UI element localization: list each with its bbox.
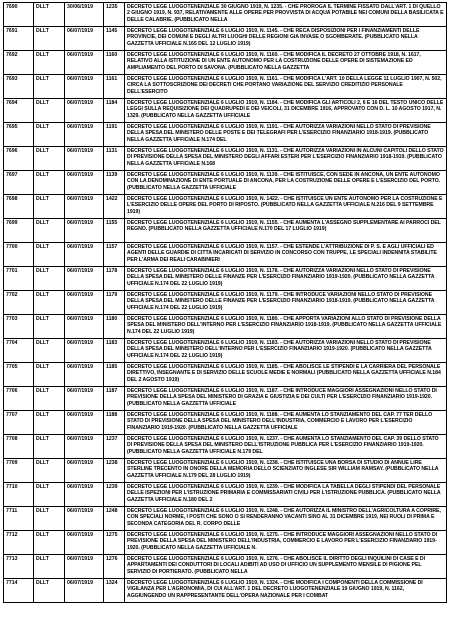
decree-date: 06/07/1919: [65, 219, 104, 243]
decree-number: 7708: [4, 435, 34, 459]
decree-date: 06/07/1919: [65, 459, 104, 483]
decree-register-table: [3, 2, 447, 603]
decree-code: 1161: [104, 75, 125, 99]
decree-date: 06/07/1919: [65, 195, 104, 219]
decree-number: 7693: [4, 75, 34, 99]
decree-description: DECRETO LEGE LUOGOTENENZIALE 6 LUGLIO 1919, N. 1187. - CHE INTRODUCE MAGGIORI ASSEGNAZIONI NELLO STATO DI PREVISIONE DELLA SPESA DEL MINISTERO DI GRAZIA E GIUSTIZIA E DEI CULTI PER L'ESERCIZIO FINANZIARIO 1919-1920. (PUBBLICATO NELLA GAZZETTA UFFICIALE: [125, 387, 447, 411]
decree-number: 7698: [4, 195, 34, 219]
decree-row: [4, 219, 447, 243]
decree-code: 1178: [104, 267, 125, 291]
decree-code: 1160: [104, 51, 125, 75]
decree-number: 7700: [4, 243, 34, 267]
decree-row: [4, 291, 447, 315]
decree-row: [4, 51, 447, 75]
decree-code: 1155: [104, 219, 125, 243]
decree-date: 06/07/1919: [65, 483, 104, 507]
decree-description: DECRETO LEGE LUOGOTENENZIALE 6 LUGLIO 1919, N. 1157. - CHE ESTENDE L'ATTRIBUZIONE DI P. S. E AGLI UFFICIALI ED AGENTI DELLE GUARDIE DI CITTA INCARICATI DI SERVIZIO IN CONCORSO CON TRUPPE, LE SPECIALI INDENNITA STABILITE PER L'ARMA DEI REALI CARABINIERI: [125, 243, 447, 267]
decree-row: [4, 483, 447, 507]
decree-date: 06/07/1919: [65, 579, 104, 603]
decree-description: DECRETO LEGE LUOGOTENENZIALE 6 LUGLIO 1919, N. 1238. - CHE ISTITUISCE UNA BORSA DI STUDIO DI ANNUE LIRE STERLINE TRECENTO IN ONORE DELLA MEMORIA DELLO SCIENZIATO INGLESE SIR WILLIAM RAMSAY. (PUBBLICATO NELLA GAZZETTA UFFICIALE N.179 DEL 28 LUGLIO 1919): [125, 459, 447, 483]
decree-description: DECRETO LEGE LUOGOTENENZIALE 6 LUGLIO 1919, N. 1180. - CHE APPORTA VARIAZIONI ALLO STATO DI PREVISIONE DELLA SPESA DEL MINISTERO DELL'INTERNO PER L'ESERCIZIO FINANZIARIO 1918-1919. (PUBBLICATO NELLA GAZZETTA UFFICIALE N.174 DEL 22 LUGLIO 1919): [125, 315, 447, 339]
decree-row: [4, 555, 447, 579]
decree-row: [4, 507, 447, 531]
decree-type: DLLT: [34, 459, 65, 483]
decree-row: [4, 147, 447, 171]
decree-row: [4, 363, 447, 387]
decree-row: [4, 243, 447, 267]
decree-description: DECRETO LEGE LUOGOTENENZIALE 6 LUGLIO 1919, N. 1179. - CHE INTRODUCE VARIAZIONI NELLO STATO DI PREVISIONE DELLA SPESA DEL MINISTERO DELLE FINANZE PER L'ESERCIZIO FINANZIARIO 1918-1919. (PUBBLICATO NELLA GAZZETTA UFFICIALE N.174 DEL 22 LUGLIO 1919): [125, 291, 447, 315]
decree-code: 1139: [104, 171, 125, 195]
decree-code: 1275: [104, 531, 125, 555]
decree-date: 06/07/1919: [65, 51, 104, 75]
decree-code: 1184: [104, 99, 125, 123]
decree-description: DECRETO LEGE LUOGOTENENZIALE 6 LUGLIO 1919, N. 1155. - CHE AUMENTA L'ASSEGNO SUPPLEMENTARE AI PARROCI DEL REGNO. (PUBBLICATO NELLA GAZZETTA UFFICIALE N.170 DEL 17 LUGLIO 1919): [125, 219, 447, 243]
decree-number: 7696: [4, 147, 34, 171]
decree-number: 7707: [4, 411, 34, 435]
decree-row: [4, 75, 447, 99]
decree-date: 06/07/1919: [65, 339, 104, 363]
decree-code: 1183: [104, 339, 125, 363]
decree-code: 1188: [104, 411, 125, 435]
decree-description: DECRETO LEGE LUOGOTENENZIALE 6 LUGLIO 1919, N. 1188. - CHE AUMENTA LO STANZIAMENTO DEL CAP. 77 TER DELLO STATO DI PREVISIONE DELLA SPESA DEL MINISTERO DELL'INDUSTRIA, COMMERCIO E LAVORO PER L'ESERCIZIO FINANZIARIO 1919-1920. (PUBBLICATO NELLA GAZZETTA UFFICIALE: [125, 411, 447, 435]
decree-date: 06/07/1919: [65, 507, 104, 531]
decree-code: 1239: [104, 483, 125, 507]
decree-code: 1180: [104, 315, 125, 339]
decree-number: 7705: [4, 363, 34, 387]
decree-date: 06/07/1919: [65, 531, 104, 555]
decree-date: 06/07/1919: [65, 291, 104, 315]
decree-date: 06/07/1919: [65, 147, 104, 171]
decree-row: [4, 27, 447, 51]
decree-code: 1248: [104, 507, 125, 531]
decree-type: DLLT: [34, 411, 65, 435]
decree-number: 7709: [4, 459, 34, 483]
decree-type: DLLT: [34, 387, 65, 411]
decree-number: 7710: [4, 483, 34, 507]
decree-type: DLLT: [34, 99, 65, 123]
decree-code: 1131: [104, 147, 125, 171]
decree-number: 7697: [4, 171, 34, 195]
decree-type: DLLT: [34, 579, 65, 603]
decree-type: DLLT: [34, 147, 65, 171]
decree-description: DECRETO LEGE LUOGOTENENZIALE 6 LUGLIO 1919, N. 1239. - CHE MODIFICA LA TABELLA DEGLI STIPENDI DEL PERSONALE DELLE ISPEZIONI PER L'ISTRUZIONE PRIMARIA E COMMISSARIATI CIVILI PER L'ISTRUZIONE PUBBLICA. (PUBBLICATO NELLA GAZZETTA UFFICIALE N.180 DEL 2: [125, 483, 447, 507]
decree-description: DECRETO LEGE LUOGOTENENZIALE 6 LUGLIO 1919, N. 1276. - CHE ABOLISCE IL DIRITTO DEGLI INQUILINI DI CASE E DI APPARTAMENTI DEI CONDUTTORI DI LOCALI ADIBITI AD USO DI UFFICIO UN SUPPLEMENTO MENSILE DI PIGIONE PEL SERVIZIO DI PORTIERATO. (PUBBLICATO NELLA: [125, 555, 447, 579]
decree-date: 30/06/1919: [65, 3, 104, 27]
decree-number: 7701: [4, 267, 34, 291]
decree-type: DLLT: [34, 531, 65, 555]
decree-type: DLLT: [34, 171, 65, 195]
decree-type: DLLT: [34, 291, 65, 315]
decree-description: DECRETO LEGE LUOGOTENENZIALE 6 LUGLIO 1919, N. 1275. - CHE INTRODUCE MAGGIORI ASSEGNAZIONI NELLO STATO DI PREVISIONE DELLA SPESA DEL MINISTERO DELL'INDUSTRIA, COMMERCIO E LAVORO PER L'ESERCIZIO FINANZIARIO 1919-1920. (PUBBLICATO NELLA GAZZETTA UFFICIALE N.: [125, 531, 447, 555]
decree-register-body: [4, 3, 447, 603]
decree-date: 06/07/1919: [65, 387, 104, 411]
decree-code: 1324: [104, 579, 125, 603]
decree-number: 7706: [4, 387, 34, 411]
decree-number: 7714: [4, 579, 34, 603]
decree-type: DLLT: [34, 27, 65, 51]
decree-row: [4, 99, 447, 123]
decree-code: 1185: [104, 363, 125, 387]
decree-type: DLLT: [34, 75, 65, 99]
decree-description: DECRETO LEGE LUOGOTENENZIALE 6 LUGLIO 1919, N. 1178. - CHE AUTORIZZA VARIAZIONI NELLO STATO DI PREVISIONE DELLA SPESA DEL MINISTERO DELLE FINANZE PER L'ESERCIZIO FINANZIARIO 1919-1920. (PUBBLICATO NELLA GAZZETTA UFFICIALE N.174 DEL 22 LUGLIO 1919): [125, 267, 447, 291]
decree-description: DECRETO LEGE LUOGOTENENZIALE 6 LUGLIO 1919, N. 1422. - CHE ISTITUISCE UN ENTE AUTONOMO PER LA COSTRUZIONE E L'ESERCIZIO DELLE OPERE DEL PORTO DI RIPOSTO. (PUBBLICATO NELLA GAZZETTA UFFICIALE N.216 DEL 9 SETTEMBRE 1919): [125, 195, 447, 219]
decree-date: 06/07/1919: [65, 555, 104, 579]
decree-description: DECRETO LEGE LUOGOTENENZIALE 6 LUGLIO 1919, N. 1248. - CHE AUTORIZZA IL MINISTRO DELL'AGRICOLTURA A COPRIRE, CON SPECIALI NORME, I POSTI CHE SONO O SI RENDERANNO VACANTI SINO AL 31 DICEMBRE 1919, NEI RUOLI DI PRIMA E SECONDA CATEGORIA DEL R. CORPO DELLE: [125, 507, 447, 531]
decree-number: 7699: [4, 219, 34, 243]
decree-date: 06/07/1919: [65, 315, 104, 339]
decree-description: DECRETO LEGE LUOGOTENENZIALE 6 LUGLIO 1919, N. 1139. - CHE ISTITUISCE, CON SEDE IN ANCONA, UN ENTE AUTONOMO CON LA DENOMINAZIONE DI ENTE PORTUALE DI ANCONA, PER LA COSTRUZIONE DELLE OPERE E L'ESERCIZIO DEL PORTO. (PUBBLICATO NELLA GAZZETTA UFFICIALE: [125, 171, 447, 195]
decree-description: DECRETO LEGE LUOGOTENENZIALE 6 LUGLIO 1919, N. 1161. - CHE MODIFICA L'ART. 10 DELLA LEGGE 11 LUGLIO 1907, N. 502, CIRCA LA SOTTOSCRIZIONE DEI DECRETI CHE PORTANO VARIAZIONE DEL SERVIZIO CREDITIZIO PERSONALE DELL'ESERCITO: [125, 75, 447, 99]
decree-date: 06/07/1919: [65, 27, 104, 51]
decree-number: 7712: [4, 531, 34, 555]
decree-number: 7713: [4, 555, 34, 579]
decree-number: 7692: [4, 51, 34, 75]
decree-row: [4, 411, 447, 435]
decree-type: DLLT: [34, 3, 65, 27]
decree-number: 7704: [4, 339, 34, 363]
decree-description: DECRETO LEGE LUOGOTENENZIALE 6 LUGLIO 1919, N. 1237. - CHE AUMENTA LO STANZIAMENTO DEL CAP. 39 DELLO STATO DI PREVISIONE DELLA SPESA DEL MINISTERO DELL'ISTRUZIONE PUBBLICA PER L'ESERCIZIO FINANZIARIO 1919-1920. (PUBBLICATO NELLA GAZZETTA UFFICIALE N.179 DEL: [125, 435, 447, 459]
decree-row: [4, 339, 447, 363]
decree-type: DLLT: [34, 219, 65, 243]
decree-row: [4, 3, 447, 27]
decree-description: DECRETO LEGE LUOGOTENENZIALE 6 LUGLIO 1919, N. 1185. - CHE ABOLISCE LE STIPENDI E LA CARRIERA DEL PERSONALE DIRETTIVO, INSEGNANTE E DI SERVIZIO DELLE SCUOLE MEDIE E NORMALI (PUBBLICATO NELLA GAZZETTA UFFICIALE N.184 DEL 2 AGOSTO 1919): [125, 363, 447, 387]
decree-type: DLLT: [34, 315, 65, 339]
decree-code: 1235: [104, 3, 125, 27]
decree-row: [4, 531, 447, 555]
decree-type: DLLT: [34, 363, 65, 387]
decree-description: DECRETO LEGE LUOGOTENENZIALE 6 LUGLIO 1919, N. 1324. - CHE MODIFICA I COMPONENTI DELLA COMMISSIONE DI VIGILANZA PER L'AGRONOMIA, DI CUI ALL'ART. 1 DEL DECRETO LUOGOTENENZIALE 19 GIUGNO 1919, N. 1162, AGGIUNGENDO UN RAPPRESENTANTE DELL'OPERA NAZIONALE PER I COMBAT: [125, 579, 447, 603]
decree-row: [4, 387, 447, 411]
decree-description: DECRETO LEGE LUOGOTENENZIALE 30 GIUGNO 1919, N. 1235. - CHE PROROGA IL TERMINE FISSATO DALL'ART. 1 DI QUELLO 2 GIUGNO 1919, N. 937, RELATIVAMENTE ALLE OPERE PER PROVVISTA DI ACQUA POTABILE NEI COMUNI DELLA BASILICATA E DELLE CALABRIE. (PUBBLICATO NELLA: [125, 3, 447, 27]
decree-description: DECRETO LEGE LUOGOTENENZIALE 6 LUGLIO 1919, N. 1184. - CHE MODIFICA GLI ARTICOLI 2, 6 E 16 DEL TESTO UNICO DELLE LEGGI SULLA REQUISIZIONE DEI QUADRUPEDI E DEI VEICOLI, 31 DICEMBRE 1916, APPROVATO CON D. L. 10 AGOSTO 1917, N. 1329. (PUBBLICATO NELLA GAZZETTA UFFICIALE: [125, 99, 447, 123]
decree-type: DLLT: [34, 435, 65, 459]
decree-date: 06/07/1919: [65, 363, 104, 387]
decree-code: 1145: [104, 27, 125, 51]
decree-type: DLLT: [34, 195, 65, 219]
decree-date: 06/07/1919: [65, 243, 104, 267]
decree-type: DLLT: [34, 123, 65, 147]
decree-type: DLLT: [34, 339, 65, 363]
decree-type: DLLT: [34, 51, 65, 75]
decree-row: [4, 435, 447, 459]
decree-row: [4, 195, 447, 219]
decree-code: 1237: [104, 435, 125, 459]
decree-date: 06/07/1919: [65, 75, 104, 99]
decree-number: 7711: [4, 507, 34, 531]
decree-number: 7694: [4, 99, 34, 123]
decree-number: 7695: [4, 123, 34, 147]
decree-number: 7703: [4, 315, 34, 339]
decree-type: DLLT: [34, 483, 65, 507]
decree-description: DECRETO LEGE LUOGOTENENZIALE 6 LUGLIO 1919, N. 1160. - CHE MODIFICA IL DECRETO 27 OTTOBRE 1918, N. 1617, RELATIVO ALLA ISTITUZIONE DI UN ENTE AUTONOMO PER LA COSTRUZIONE DELLE OPERE DI SISTEMAZIONE ED AMPLIAMENTO DEL PORTO DI SAVONA. (PUBBLICATO NELLA GAZZETTA: [125, 51, 447, 75]
decree-row: [4, 171, 447, 195]
decree-row: [4, 315, 447, 339]
decree-code: 1276: [104, 555, 125, 579]
decree-description: DECRETO LEGE LUOGOTENENZIALE 6 LUGLIO 1919, N. 1183. - CHE AUTORIZZA VARIAZIONI NELLO STATO DI PREVISIONE DELLA SPESA DEL MINISTERO DELL'INTERNO PER L'ESERCIZIO FINANZIARIO 1919-1920. (PUBBLICATO NELLA GAZZETTA UFFICIALE N.174 DEL 22 LUGLIO 1919): [125, 339, 447, 363]
decree-code: 1238: [104, 459, 125, 483]
decree-date: 06/07/1919: [65, 99, 104, 123]
decree-description: DECRETO LEGE LUOGOTENENZIALE 6 LUGLIO 1919, N. 1191. - CHE AUTORIZZA VARIAZIONI NELLO STATO DI PREVISIONE DELLA SPESA DEL MINISTERO DELLE POSTE E DEI TELEGRAFI PER L'ESERCIZIO FINANZIARIO 1918-1919. (PUBBLICATO NELLA GAZZETTA UFFICIALE N.174 DEL: [125, 123, 447, 147]
decree-date: 06/07/1919: [65, 411, 104, 435]
decree-description: DECRETO LEGE LUOGOTENENZIALE 6 LUGLIO 1919, N. 1145. - CHE RECA DISPOSIZIONI PER I FINANZIAMENTI DELLE PROVINCIE, DEI COMUNI E DEGLI ALTRI LUOGHI DELLE REGIONI GIA INVASE O SGOMBERATE. (PUBBLICATO NELLA GAZZETTA UFFICIALE N.165 DEL 12 LUGLIO 1919): [125, 27, 447, 51]
decree-code: 1191: [104, 123, 125, 147]
decree-row: [4, 123, 447, 147]
decree-type: DLLT: [34, 243, 65, 267]
decree-number: 7702: [4, 291, 34, 315]
decree-row: [4, 459, 447, 483]
decree-date: 06/07/1919: [65, 435, 104, 459]
decree-number: 7690: [4, 3, 34, 27]
decree-date: 06/07/1919: [65, 123, 104, 147]
decree-row: [4, 267, 447, 291]
decree-code: 1157: [104, 243, 125, 267]
decree-date: 06/07/1919: [65, 267, 104, 291]
decree-type: DLLT: [34, 555, 65, 579]
decree-number: 7691: [4, 27, 34, 51]
decree-code: 1179: [104, 291, 125, 315]
decree-code: 1422: [104, 195, 125, 219]
decree-date: 06/07/1919: [65, 171, 104, 195]
decree-code: 1187: [104, 387, 125, 411]
decree-type: DLLT: [34, 267, 65, 291]
decree-description: DECRETO LEGE LUOGOTENENZIALE 6 LUGLIO 1919, N. 1131. - CHE AUTORIZZA VARIAZIONI IN ALCUNI CAPITOLI DELLO STATO DI PREVISIONE DELLA SPESA DEL MINISTERO DEGLI AFFARI ESTERI PER L'ESERCIZIO FINANZIARIO 1918-1919. (PUBBLICATO NELLA GAZZETTA UFFICIALE N.168: [125, 147, 447, 171]
decree-row: [4, 579, 447, 603]
decree-type: DLLT: [34, 507, 65, 531]
